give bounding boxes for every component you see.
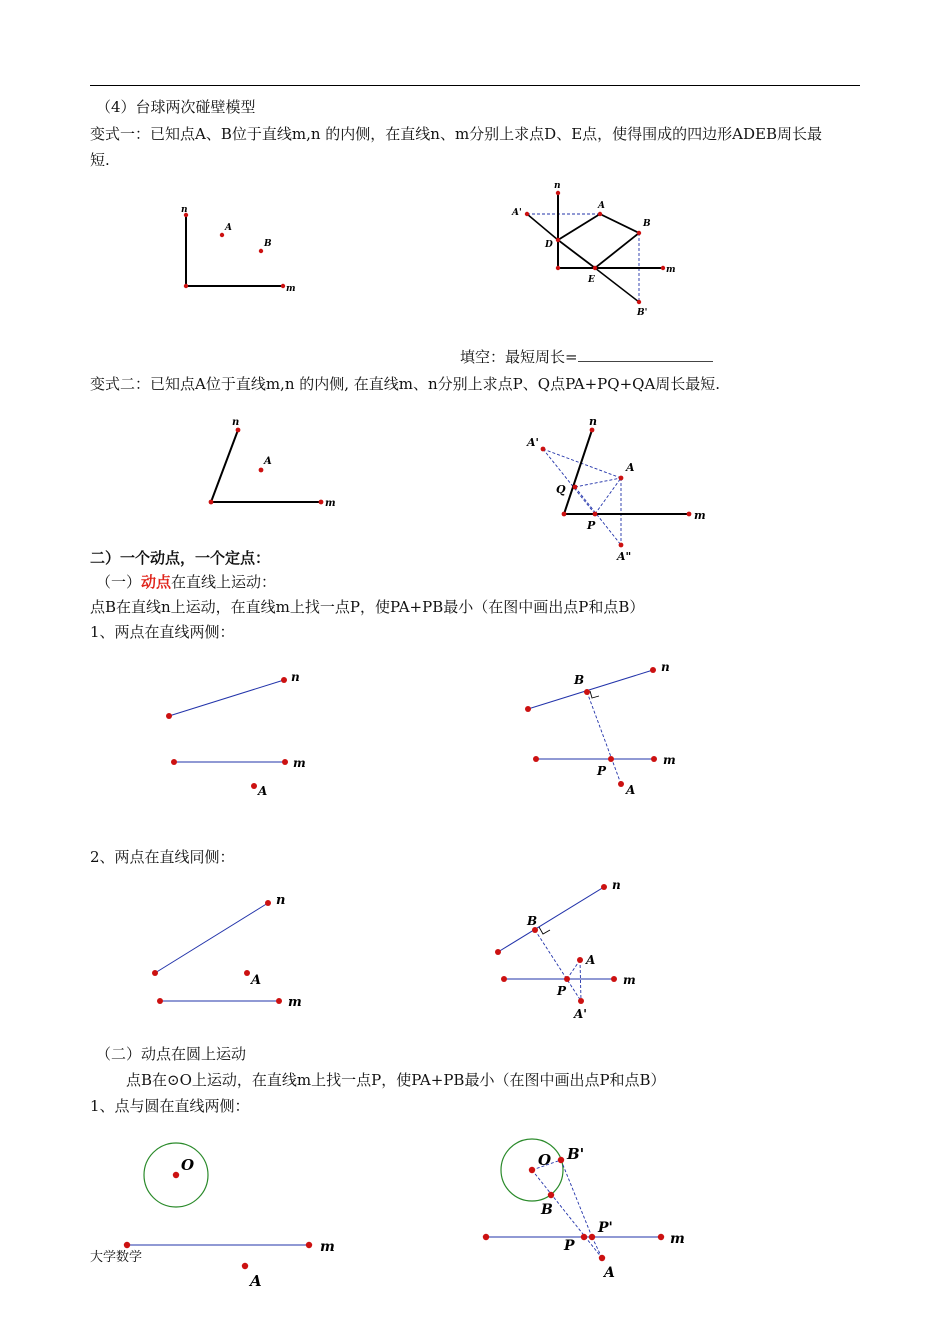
problem2-text: 点B在⊙O上运动，在直线m上找一点P，使PA+PB最小（在图中画出点P和点B） bbox=[126, 1071, 666, 1089]
label-A: A bbox=[604, 1265, 615, 1281]
point-m bbox=[306, 1242, 312, 1248]
label-B: B bbox=[527, 914, 538, 928]
point-P bbox=[581, 1234, 587, 1240]
point-m-start bbox=[124, 1242, 130, 1248]
label-n: n bbox=[232, 417, 240, 428]
label-n: n bbox=[554, 181, 561, 191]
point-A bbox=[220, 233, 224, 237]
dash-A1-A bbox=[543, 449, 621, 478]
label-B: B bbox=[643, 219, 651, 229]
footer-text: 大学数学 bbox=[90, 1250, 143, 1265]
point-m-start bbox=[157, 998, 163, 1004]
point-P bbox=[564, 976, 570, 982]
case1-heading: 1、两点在直线两侧： bbox=[90, 623, 235, 641]
point-P bbox=[608, 756, 614, 762]
label-m: m bbox=[670, 1231, 685, 1247]
point-B bbox=[637, 231, 641, 235]
label-m: m bbox=[320, 1239, 335, 1255]
point-A1 bbox=[578, 998, 584, 1004]
point-n bbox=[236, 428, 241, 433]
label-P: P bbox=[557, 984, 567, 998]
point-m bbox=[281, 284, 285, 288]
point-n-start bbox=[495, 949, 501, 955]
label-B: B bbox=[264, 239, 272, 249]
label-n: n bbox=[181, 205, 188, 215]
line-n-m bbox=[186, 215, 283, 286]
dash-Q-A bbox=[575, 478, 621, 487]
dash-P-A bbox=[595, 478, 621, 514]
label-m: m bbox=[623, 973, 636, 987]
point-m bbox=[611, 976, 617, 982]
label-P: P bbox=[597, 764, 607, 778]
figure-5-left bbox=[124, 1143, 335, 1290]
label-A: A bbox=[264, 456, 272, 467]
label-m: m bbox=[663, 753, 676, 767]
seg-E-B1 bbox=[595, 268, 639, 302]
label-A1: A' bbox=[574, 1007, 587, 1021]
label-P1: P' bbox=[598, 1220, 613, 1236]
point-m bbox=[276, 998, 282, 1004]
label-m: m bbox=[286, 284, 296, 294]
section-heading: （4）台球两次碰壁模型 bbox=[96, 98, 256, 116]
point-Q bbox=[573, 485, 578, 490]
point-m-start bbox=[171, 759, 177, 765]
label-m: m bbox=[325, 498, 336, 509]
point-corner bbox=[562, 512, 567, 517]
point-E bbox=[593, 266, 597, 270]
label-P: P bbox=[587, 519, 596, 532]
label-A: A bbox=[250, 1272, 262, 1290]
point-corner bbox=[209, 500, 214, 505]
point-corner bbox=[556, 266, 560, 270]
point-A bbox=[619, 476, 624, 481]
label-Q: Q bbox=[556, 483, 566, 496]
label-m: m bbox=[694, 509, 706, 522]
dash-Q-A2 bbox=[575, 487, 621, 545]
label-O: O bbox=[181, 1156, 195, 1174]
line-n bbox=[528, 670, 653, 709]
case2-heading: 2、两点在直线同侧： bbox=[90, 848, 235, 866]
label-A: A bbox=[251, 973, 262, 988]
line-n bbox=[498, 887, 604, 952]
label-n: n bbox=[661, 660, 670, 674]
dash-P1-A bbox=[592, 1237, 602, 1258]
point-B bbox=[259, 249, 263, 253]
right-angle-mark bbox=[539, 927, 550, 934]
dash-P-A bbox=[567, 960, 580, 979]
figure-3-left bbox=[166, 670, 306, 798]
right-angle-mark bbox=[590, 691, 599, 698]
point-n-start bbox=[166, 713, 172, 719]
label-B1: B' bbox=[637, 308, 648, 318]
point-B bbox=[548, 1192, 554, 1198]
point-n bbox=[281, 677, 287, 683]
point-n bbox=[650, 667, 656, 673]
point-m-start bbox=[483, 1234, 489, 1240]
label-A: A bbox=[225, 223, 232, 233]
point-n bbox=[601, 884, 607, 890]
point-A bbox=[242, 1263, 248, 1269]
point-A bbox=[244, 970, 250, 976]
point-m-start bbox=[533, 756, 539, 762]
point-m bbox=[282, 759, 288, 765]
part2-heading: 二）一个动点，一个定点： bbox=[90, 549, 271, 567]
point-n bbox=[556, 191, 560, 195]
sub1-prefix: （一） bbox=[96, 573, 142, 591]
point-m bbox=[658, 1234, 664, 1240]
label-A: A bbox=[258, 784, 268, 798]
figure-2-right bbox=[526, 415, 706, 563]
label-A: A bbox=[586, 953, 596, 967]
label-A1: A' bbox=[527, 436, 539, 449]
point-A bbox=[599, 1255, 605, 1261]
point-P bbox=[593, 512, 598, 517]
label-B1: B' bbox=[567, 1145, 585, 1163]
label-B: B bbox=[574, 673, 585, 687]
point-n-start bbox=[525, 706, 531, 712]
point-m-start bbox=[501, 976, 507, 982]
point-n bbox=[265, 900, 271, 906]
point-A bbox=[251, 783, 257, 789]
label-A1: A' bbox=[512, 208, 522, 218]
label-A: A bbox=[598, 201, 605, 211]
problem1-text: 点B在直线n上运动，在直线m上找一点P，使PA+PB最小（在图中画出点P和点B） bbox=[90, 598, 645, 616]
label-n: n bbox=[276, 893, 286, 908]
variant2-text: 变式二：已知点A位于直线m,n 的内侧, 在直线m、n分别上求点P、Q点PA+PQ+QA周长最短. bbox=[90, 375, 721, 393]
figure-5-right bbox=[483, 1139, 685, 1281]
label-n: n bbox=[589, 415, 597, 428]
sub2-heading: （二）动点在圆上运动 bbox=[96, 1045, 247, 1063]
line-n bbox=[169, 680, 284, 716]
point-A2 bbox=[619, 543, 624, 548]
point-m bbox=[687, 512, 692, 517]
point-m bbox=[651, 756, 657, 762]
point-m bbox=[319, 500, 324, 505]
label-m: m bbox=[288, 995, 302, 1010]
figure-2-left bbox=[209, 417, 336, 509]
point-n-start bbox=[152, 970, 158, 976]
point-A bbox=[618, 781, 624, 787]
figure-1-right bbox=[511, 181, 676, 318]
sub1-suffix: 在直线上运动： bbox=[171, 573, 277, 591]
point-A1 bbox=[541, 447, 546, 452]
point-B bbox=[584, 689, 590, 695]
point-m bbox=[661, 266, 665, 270]
point-A bbox=[598, 212, 602, 216]
label-O: O bbox=[538, 1151, 552, 1169]
variant1-text-cont: 短. bbox=[90, 151, 110, 169]
seg-A1-D bbox=[527, 214, 558, 240]
label-m: m bbox=[293, 756, 306, 770]
dash-A-A1 bbox=[580, 960, 581, 1001]
variant1-text: 变式一：已知点A、B位于直线m,n 的内侧，在直线n、m分别上求点D、E点，使得围成的四边形ADEB周长最 bbox=[90, 125, 822, 143]
figure-1-left bbox=[181, 205, 296, 294]
point-B1 bbox=[558, 1157, 564, 1163]
quad-ADEB bbox=[558, 214, 639, 268]
label-n: n bbox=[612, 878, 621, 892]
figure-3-right bbox=[525, 660, 676, 797]
point-O bbox=[173, 1172, 179, 1178]
sub1-highlight: 动点 bbox=[141, 573, 172, 591]
label-m: m bbox=[666, 265, 676, 275]
figure-4-right bbox=[495, 878, 636, 1021]
point-O bbox=[529, 1167, 535, 1173]
label-B: B bbox=[541, 1202, 553, 1218]
point-A bbox=[259, 468, 264, 473]
point-A bbox=[577, 957, 583, 963]
label-n: n bbox=[291, 670, 300, 684]
fill-label: 填空：最短周长= bbox=[460, 348, 578, 366]
point-corner bbox=[184, 284, 188, 288]
figure-4-left bbox=[152, 893, 302, 1010]
label-A: A bbox=[626, 461, 635, 474]
label-A: A bbox=[626, 783, 636, 797]
point-n bbox=[590, 428, 595, 433]
line-n bbox=[155, 903, 268, 973]
label-E: E bbox=[588, 275, 595, 285]
label-P: P bbox=[564, 1238, 575, 1254]
label-D: D bbox=[545, 240, 553, 250]
label-A2: A" bbox=[617, 550, 632, 563]
point-B1 bbox=[637, 300, 641, 304]
point-P1 bbox=[589, 1234, 595, 1240]
point-A1 bbox=[525, 212, 529, 216]
point-D bbox=[556, 238, 560, 242]
case3-heading: 1、点与圆在直线两侧： bbox=[90, 1097, 250, 1115]
